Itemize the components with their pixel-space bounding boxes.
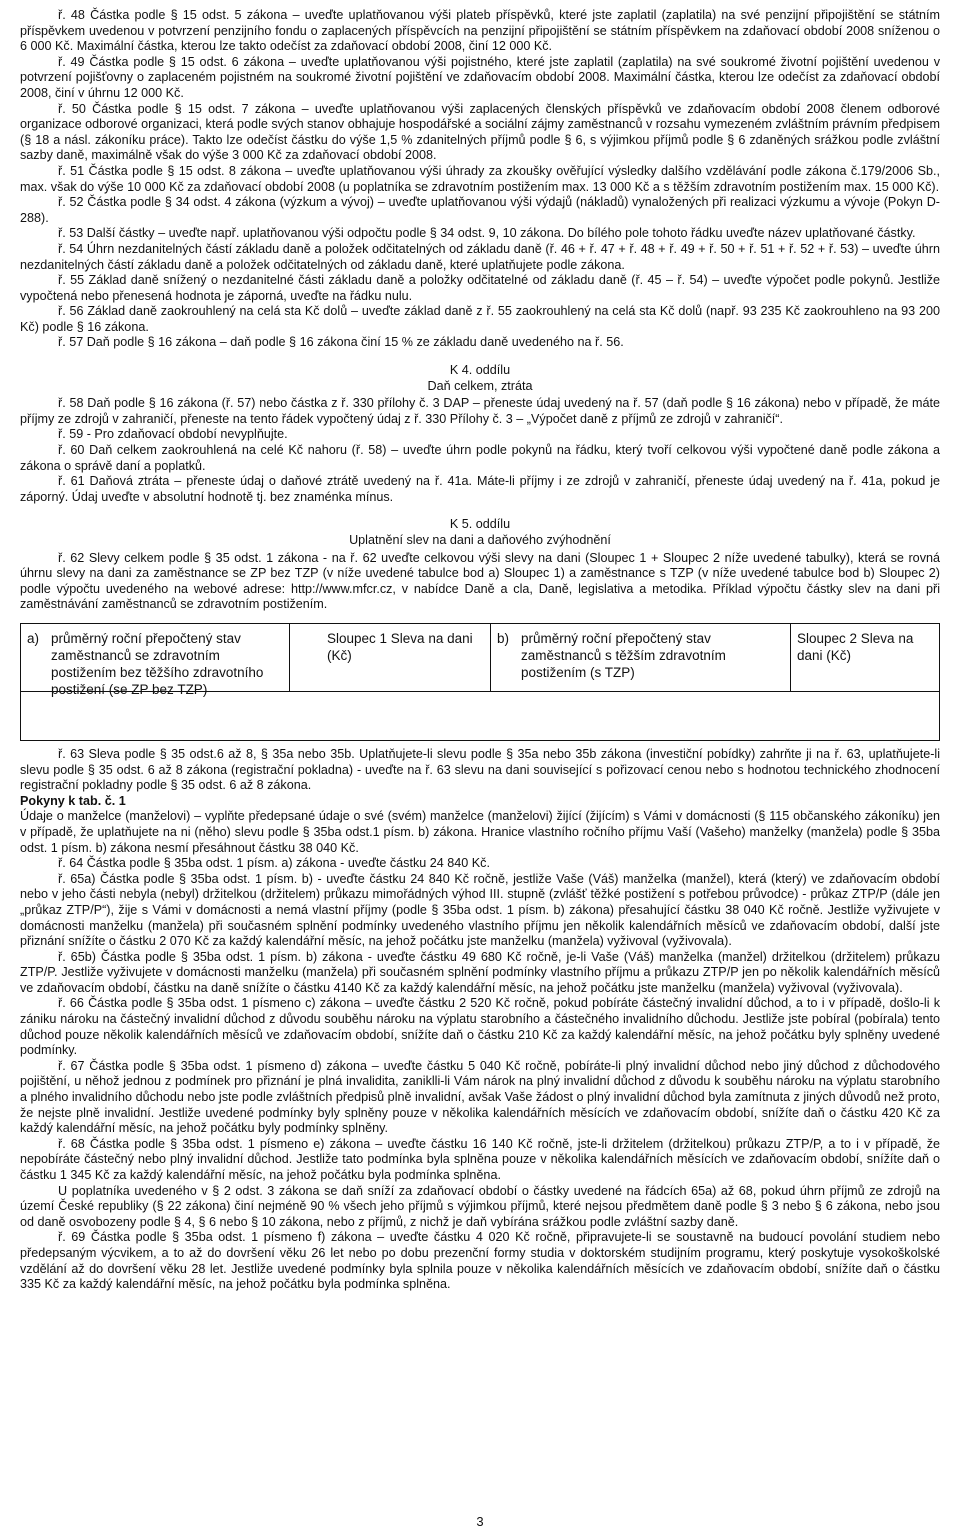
paragraph-r59: ř. 59 - Pro zdaňovací období nevyplňujte.	[58, 427, 288, 442]
paragraph-r65a: ř. 65a) Částka podle § 35ba odst. 1 písm. b) - uveďte částku 24 840 Kč ročně, jestliže Vaše (Váš) manželka (manžel), která (který) ve zdaňovacím období nebo v jeho části nebyla (nebyl) držitelkou (držitelem) průkazu mimořádných výhod III. stupně (zvlášť těžké postižení s potřebou průvodce) - průkaz ZTP/P (dále jen „průkaz ZTP/P“), žije s Vámi v domácnosti a nemá vlastní příjmy (podle § 35ba odst. 1 písm. b) zákona) přesahující částku 38 040 Kč ročně. Jestliže vyživujete v domácnosti manželku (manžela) při současném splnění podmínky uvedeného vlastního příjmu jen několik kalendářních měsíců ve zdaňovacím období, další jste přiznání snížíte o částku 2 070 Kč za každý kalendářní měsíc, na jehož počátku jste manželku (manžela) vyživoval (vyživovala).	[20, 871, 940, 949]
paragraph-r56: ř. 56 Základ daně zaokrouhlený na celá sta Kč dolů – uveďte základ daně z ř. 55 zaokrouhlený na celá sta Kč dolů (např. 93 235 Kč zaokrouhleno na 93 200 Kč) podle § 16 zákona.	[20, 304, 940, 334]
paragraph-r65b: ř. 65b) Částka podle § 35ba odst. 1 písm. b) zákona - uveďte částku 49 680 Kč ročně, je-li Vaše (Váš) manželka (manžel) držitelkou (držitelem) průkazu ZTP/P. Jestliže vyživujete v domácnosti manželku (manžela) při současném splnění podmínky vlastního příjmu a průkazu ZTP/P jen po několik kalendářních měsíců ve zdaňovacím období, částku na daně snížíte o částku 4140 Kč za každý kalendářní měsíc, na jehož počátku jste manželku (manžela) vyživoval (vyživovala).	[20, 949, 940, 995]
section-k4-title: K 4. oddílu	[449, 363, 511, 378]
paragraph-r54: ř. 54 Úhrn nezdanitelných částí základu daně a položek odčitatelných od základu daně (ř. 46 + ř. 47 + ř. 48 + ř. 49 + ř. 50 + ř. 51 + ř. 52 + ř. 53) – uveďte úhrn nezdanitelných částí základu daně a položek odčitatelných od základu daně, které uplatňujete podle zákona.	[20, 241, 940, 272]
section-k4-subtitle: Daň celkem, ztráta	[427, 378, 533, 393]
section-k5-heading	[20, 517, 940, 548]
paragraph-uplatnik: U poplatníka uvedeného v § 2 odst. 3 zákona se daň sníží za zdaňovací období o částky uvedené na řádcích 65a) až 68, pokud úhrn příjmů ze zdrojů na území České republiky (§ 22 zákona) činí nejméně 90 % všech jeho příjmů s výjimkou příjmů, které nejsou předmětem daně podle § 3 nebo § 6 zákona, nebo jsou od daně osvobozeny podle § 4, § 6 nebo § 10 zákona, nebo z příjmů, z nichž je daň vybírána srážkou podle zvláštní sazby daně.	[20, 1183, 940, 1229]
paragraph-r61: ř. 61 Daňová ztráta – přeneste údaj o daňové ztrátě uvedený na ř. 41a. Máte-li příjmy i ze zdrojů v zahraničí, přeneste údaj uvedený na ř. 41a, pokud je záporný. Údaj uveďte v absolutní hodnotě tj. bez znaménka mínus.	[20, 474, 940, 504]
discount-table	[20, 623, 940, 741]
paragraph-r51: ř. 51 Částka podle § 15 odst. 8 zákona – uveďte uplatňovanou výši úhrady za zkoušky ověřující výsledky dalšího vzdělávání podle zákona č.179/2006 Sb., max. však do výše 10 000 Kč za zdaňovací období 2008 (u poplatníka se zdravotním postižením max. 13 000 Kč a s těžším zdravotním postižením max. 15 000 Kč).	[20, 163, 940, 194]
pokyny-heading-text: Pokyny k tab. č. 1	[20, 793, 126, 808]
paragraph-r57: ř. 57 Daň podle § 16 zákona – daň podle § 16 zákona činí 15 % ze základu daně uvedeného na ř. 56.	[58, 335, 624, 350]
paragraph-r49: ř. 49 Částka podle § 15 odst. 6 zákona – uveďte uplatňovanou výši pojistného, které jste zaplatil (zaplatila) na své soukromé životní pojištění uvedenou v potvrzení pojišťovny o zaplaceném pojistném na soukromé životní pojištění ve zdaňovacím období 2008. Maximální částka, kterou lze odečíst za zdaňovací období 2008, činí v úhrnu 12 000 Kč.	[20, 54, 940, 100]
table-col2-header: Sloupec 2 Sleva na dani (Kč)	[797, 630, 914, 663]
paragraph-manzel: Údaje o manželce (manželovi) – vyplňte předepsané údaje o své (svém) manželce (manželovi) žijící (žijícím) s Vámi v domácnosti (§ 115 občanského zákoníku) jen v případě, že uplatňujete na ni (něho) slevu podle § 35ba odst.1 písm. b) zákona. Hranice vlastního ročního příjmu Vaší (Vašeho) manželky (manžela) podle § 35ba odst. 1 písm. b) zákona nesmí přesáhnout částku 38 040 Kč.	[20, 809, 940, 855]
paragraph-r53: ř. 53 Další částky – uveďte např. uplatňovanou výši odpočtu podle § 34 odst. 9, 10 zákona. Do bílého pole tohoto řádku uveďte název uplatňované částky.	[58, 226, 916, 241]
page-number: 3	[476, 1514, 484, 1529]
paragraph-r63: ř. 63 Sleva podle § 35 odst.6 až 8, § 35a nebo 35b. Uplatňujete-li slevu podle § 35a nebo 35b zákona (investiční pobídky) zahrňte ji na ř. 63, uplatňujete-li slevu podle § 35 odst. 6 až 8 zákona (registrační pokladna) - uveďte na ř. 63 slevu na dani související s pořizovací cenou nebo s hodnotou technického zhodnocení registrační pokladny podle § 35 odst. 6 až 8 zákona.	[20, 746, 940, 793]
paragraph-r48: ř. 48 Částka podle § 15 odst. 5 zákona – uveďte uplatňovanou výši plateb příspěvků, které jste zaplatil (zaplatila) na své penzijní připojištění se státním příspěvkem uvedenou v potvrzení penzijního fondu o zaplacených příspěvcích na penzijní připojištění se státním příspěvkem na zdaňovací období 2008 sníženou o 6 000 Kč. Maximální částka, kterou lze takto odečíst za zdaňovací období 2008, činí 12 000 Kč.	[20, 8, 940, 54]
document-content	[20, 8, 940, 1293]
paragraph-r67: ř. 67 Částka podle § 35ba odst. 1 písmeno d) zákona – uveďte částku 5 040 Kč ročně, pobíráte-li plný invalidní důchod nebo jiný důchod z důchodového pojištění, u něhož jednou z podmínek pro přiznání je plná invalidita, zaniklli-li Vám nárok na plný invalidní důchod z důvodu k souběhu nároku na výplatu starobního a plného invalidního důchodu nebo jste podle zvláštních předpisů plně invalidní, avšak Vaše žádost o plný invalidní důchod byla zamítnuta z jiných důvodů než proto, že nejste plně invalidní. Jestliže uvedené podmínky byly splněny pouze v několika kalendářních měsících ve zdaňovacím období, snížíte daň o částku 420 Kč za každý kalendářní měsíc, na jehož počátku byly podmínky splněny.	[20, 1058, 940, 1136]
paragraph-r58: ř. 58 Daň podle § 16 zákona (ř. 57) nebo částka z ř. 330 přílohy č. 3 DAP – přeneste údaj uvedený na ř. 57 (daň podle § 16 zákona) nebo v případě, že máte příjmy ze zdrojů v zahraničí, přeneste na tento řádek vypočtený údaj z ř. 330 Přílohy č. 3 – „Výpočet daně z příjmů ze zdrojů v zahraničí“.	[20, 396, 940, 426]
paragraph-r69: ř. 69 Částka podle § 35ba odst. 1 písmeno f) zákona – uveďte částku 4 020 Kč ročně, připravujete-li se soustavně na budoucí povolání studiem nebo předepsaným výcvikem, a to až do dovršení věku 26 let nebo po dobu prezenční formy studia v doktorském studijním programu, který poskytuje vysokoškolské vzdělání až do dovršení věku 28 let. Jestliže uvedené podmínky byla splnila pouze v několika kalendářních měsících ve zdaňovacím období, snížíte daň o částku 335 Kč za každý kalendářní měsíc, na jehož počátku byla podmínka splněna.	[20, 1230, 940, 1292]
paragraph-r66: ř. 66 Částka podle § 35ba odst. 1 písmeno c) zákona – uveďte částku 2 520 Kč ročně, pokud pobíráte částečný invalidní důchod, a to i v případě, došlo-li k zániku nároku na částečný invalidní důchod z důvodu souběhu nároku na výplatu starobního a částečného invalidního důchodu. Jestliže jste pobíral (pobírala) tento důchod pouze několik kalendářních měsíců ve zdaňovacím období, snížíte daň o částku 210 Kč za každý kalendářní měsíc, na jehož počátku byly splněny uvedené podmínky.	[20, 996, 940, 1058]
table-label-a: a)	[27, 630, 40, 646]
paragraph-r64: ř. 64 Částka podle § 35ba odst. 1 písm. a) zákona - uveďte částku 24 840 Kč.	[58, 856, 490, 871]
table-col1-header: Sloupec 1 Sleva na dani (Kč)	[327, 630, 473, 663]
paragraph-r55: ř. 55 Základ daně snížený o nezdanitelné části základu daně a položky odčitatelné od základu daně (ř. 45 – ř. 54) – uveďte výpočet podle pokynů. Jestliže vypočtená nebo přenesená hodnota je záporná, uveďte na řádku nulu.	[20, 273, 940, 303]
paragraph-r52: ř. 52 Částka podle § 34 odst. 4 zákona (výzkum a vývoj) – uveďte uplatňovanou výši výdajů (nákladů) vynaložených při realizaci výzkumu a vývoje (Pokyn D-288).	[20, 195, 940, 225]
section-k5-subtitle: Uplatnění slev na dani a daňového zvýhodnění	[349, 533, 611, 547]
paragraph-r50: ř. 50 Částka podle § 15 odst. 7 zákona – uveďte uplatňovanou výši zaplacených členských příspěvků ve zdaňovacím období 2008 členem odborové organizace odborové organizaci, která podle svých stanov obhajuje hospodářské a sociální zájmy zaměstnanců v rozsahu vymezeném zvláštním právním předpisem (§ 18 a násl. zákoníku práce). Takto lze odečíst částku do výše 1,5 % zdanitelných příjmů podle § 6, s výjimkou příjmů podle § 6 zdaněných srážkou podle zvláštní sazby daně, maximálně však do výše 3 000 Kč za zdaňovací období 2008.	[20, 101, 940, 163]
paragraph-r68: ř. 68 Částka podle § 35ba odst. 1 písmeno e) zákona – uveďte částku 16 140 Kč ročně, jste-li držitelem (držitelkou) průkazu ZTP/P, a to i v případě, že nepobíráte částečný nebo plný invalidní důchod. Jestliže tato podmínka byla splněna pouze v několika kalendářních měsících ve zdaňovacím období, snížíte daň o částku 1 345 Kč za každý kalendářní měsíc, na jehož počátku byla podmínka splněna.	[20, 1136, 940, 1182]
section-k5-title: K 5. oddílu	[449, 517, 511, 532]
table-text-b: průměrný roční přepočtený stav zaměstnanců s těžším zdravotním postižením (s TZP)	[521, 630, 726, 680]
pokyny-heading	[20, 794, 940, 810]
paragraph-r60: ř. 60 Daň celkem zaokrouhlená na celé Kč nahoru (ř. 58) – uveďte úhrn podle pokynů na řádku, který tvoří celkovou výši vypočtené daně podle zákona a zákona o správě daní a poplatků.	[20, 443, 940, 473]
paragraph-r62: ř. 62 Slevy celkem podle § 35 odst. 1 zákona - na ř. 62 uveďte celkovou výši slevy na dani (Sloupec 1 + Sloupec 2 níže uvedené tabulky), která se rovná úhrnu slevy na dani za zaměstnance se ZP bez TZP (v níže uvedené tabulce bod a) Sloupec 1) a zaměstnance s TZP (v níže uvedené tabulce bod b) Sloupec 2) podle výpočtu uvedeného na webové adrese: http://www.mfcr.cz, v nabídce Daně a cla, Daně, legislativa a metodika. Příklad výpočtu částky slev na dani při zaměstnávání zaměstnanců se zdravotním postižením.	[20, 550, 940, 612]
table-label-b: b)	[497, 630, 510, 646]
table-text-a: průměrný roční přepočtený stav zaměstnanců se zdravotním postižením bez těžšího zdravotního postižení (se ZP bez TZP)	[51, 630, 264, 697]
section-k4-heading	[20, 363, 940, 394]
